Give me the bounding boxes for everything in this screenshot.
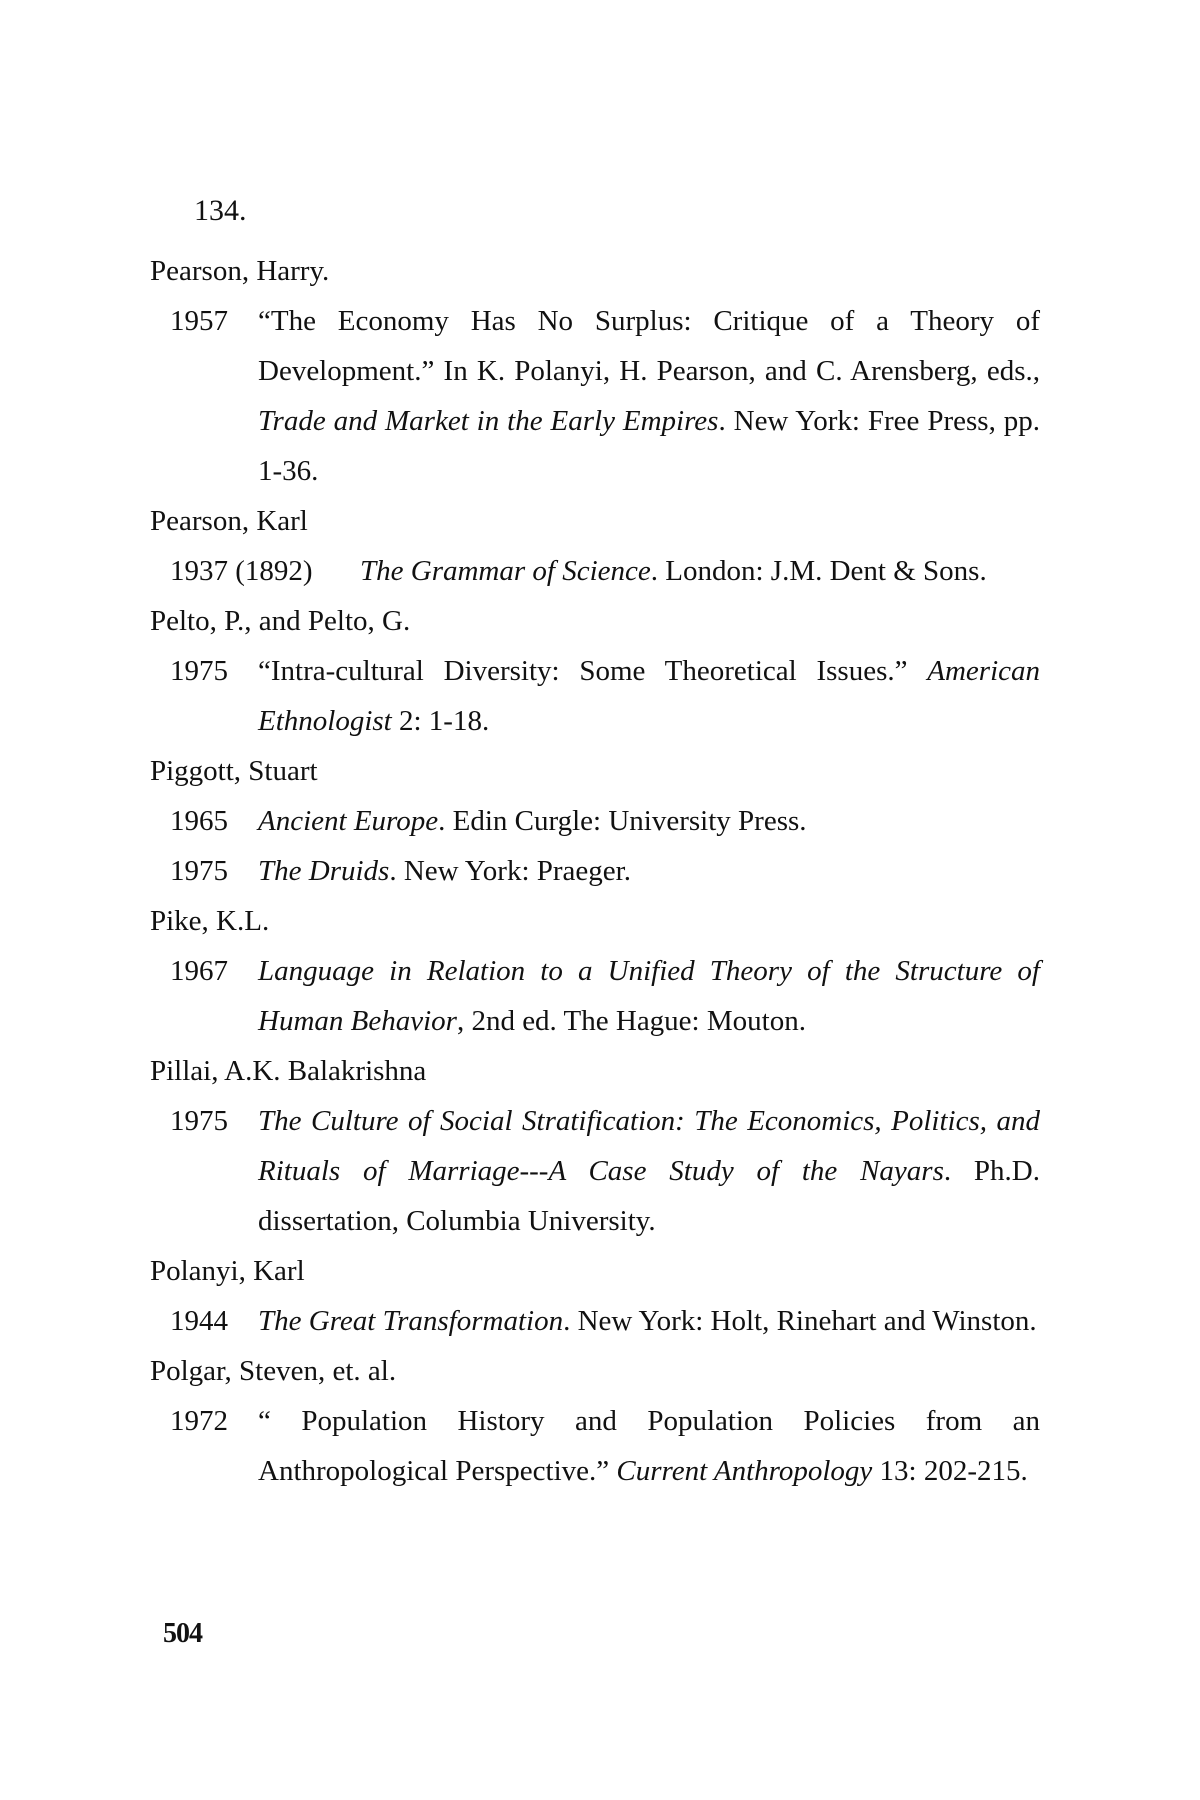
entry-text: . London: J.M. Dent & Sons.: [650, 555, 987, 587]
entry-title: Ancient Europe: [258, 805, 439, 837]
entry-year: 1957: [170, 305, 228, 337]
bibliography-entry: [150, 946, 1040, 1046]
author-heading: Pike, K.L.: [150, 905, 270, 937]
entry-title: Current Anthropology: [616, 1455, 873, 1487]
entry-year: 1975: [170, 1105, 228, 1137]
bibliography-list: [150, 246, 1040, 1496]
entry-year: 1975: [170, 855, 228, 887]
entry-text: 2: 1-18.: [391, 705, 490, 737]
author-heading: Polgar, Steven, et. al.: [150, 1355, 397, 1387]
entry-text: “ Population History and Population Policies from an Anthropological Perspective.”: [258, 1405, 1040, 1487]
author-heading: Polanyi, Karl: [150, 1255, 305, 1287]
entry-year: 1975: [170, 655, 228, 687]
entry-text: . Edin Curgle: University Press.: [438, 805, 807, 837]
entry-year: 1965: [170, 805, 228, 837]
entry-text: 13: 202-215.: [872, 1455, 1028, 1487]
entry-year: 1972: [170, 1405, 228, 1437]
bibliography-entry: [150, 846, 1040, 896]
entry-year: 1937 (1892): [170, 555, 313, 587]
bibliography-entry: [150, 546, 1040, 596]
bibliography-entry: [150, 646, 1040, 746]
page-number: 504: [163, 1618, 202, 1649]
author-heading: Piggott, Stuart: [150, 755, 318, 787]
entry-text: , 2nd ed. The Hague: Mouton.: [456, 1005, 806, 1037]
entry-text: “Intra-cultural Diversity: Some Theoretical Issues.”: [258, 655, 928, 687]
entry-title: Trade and Market in the Early Empires: [258, 405, 719, 437]
bibliography-entry: [150, 1296, 1040, 1346]
entry-text: . Ph.D. dissertation, Columbia University.: [258, 1155, 1040, 1237]
entry-title: The Culture of Social Stratification: The Economics, Politics, and Rituals of Marriage---A Case Study of the Nayars: [258, 1105, 1040, 1187]
entry-title: The Druids: [258, 855, 390, 887]
bibliography-entry: [150, 796, 1040, 846]
entry-title: The Grammar of Science: [360, 555, 651, 587]
entry-title: American Ethnologist: [258, 655, 1040, 737]
entry-year: 1967: [170, 955, 228, 987]
author-heading: Pearson, Karl: [150, 505, 308, 537]
note-number: 134.: [194, 194, 247, 227]
bibliography-entry: [150, 1096, 1040, 1246]
entry-title: Language in Relation to a Unified Theory of the Structure of Human Behavior: [258, 955, 1040, 1037]
entry-year: 1944: [170, 1305, 228, 1337]
entry-text: “The Economy Has No Surplus: Critique of a Theory of Development.” In K. Polanyi, H. Pearson, and C. Arensberg, eds.,: [258, 305, 1040, 387]
author-heading: Pearson, Harry.: [150, 255, 330, 287]
entry-title: The Great Transformation: [258, 1305, 564, 1337]
author-heading: Pelto, P., and Pelto, G.: [150, 605, 411, 637]
author-heading: Pillai, A.K. Balakrishna: [150, 1055, 427, 1087]
entry-text: . New York: Free Press, pp. 1-36.: [258, 405, 1040, 487]
bibliography-entry: [150, 1396, 1040, 1496]
bibliography-entry: [150, 296, 1040, 496]
entry-text: . New York: Holt, Rinehart and Winston.: [563, 1305, 1037, 1337]
entry-text: . New York: Praeger.: [389, 855, 631, 887]
